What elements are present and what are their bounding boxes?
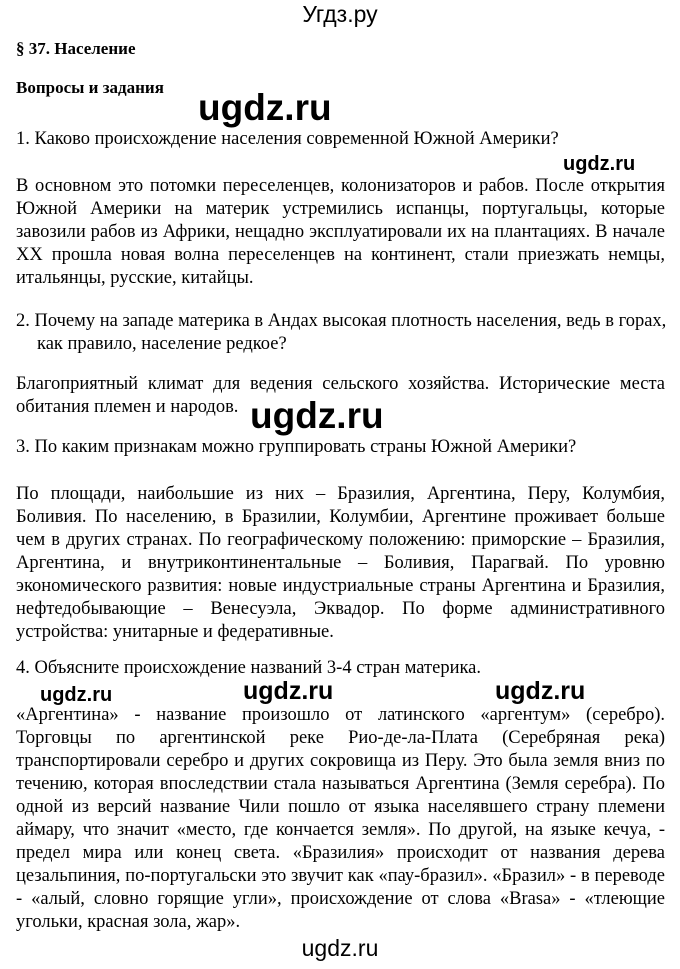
question-2: 2. Почему на западе материка в Андах высокая плотность населения, ведь в горах, как правило, население редкое? (16, 311, 667, 354)
site-footer: ugdz.ru (301, 935, 379, 961)
section-title: § 37. Население (16, 39, 136, 58)
site-header: Угдз.ру (302, 1, 378, 27)
answer-1: В основном это потомки переселенцев, колонизаторов и рабов. После открытия Южной Америки на материк устремились испанцы, португальцы, которые завозили рабов из Африки, нещадно эксплуатировали их на плантациях. В начале XX прошла новая волна переселенцев на континент, стали приезжать немцы, итальянцы, русские, китайцы. (16, 176, 665, 288)
answer-2: Благоприятный климат для ведения сельского хозяйства. Исторические места обитания племен и народов. (16, 374, 665, 417)
watermark: ugdz.ru (243, 677, 334, 705)
watermark: ugdz.ru (198, 87, 332, 128)
subheading: Вопросы и задания (16, 78, 164, 97)
question-1: 1. Каково происхождение населения современной Южной Америки? (16, 129, 559, 149)
watermark: ugdz.ru (563, 153, 636, 175)
watermark: ugdz.ru (250, 395, 384, 436)
answer-4: «Аргентина» - название произошло от латинского «аргентум» (серебро). Торговцы по аргентинской реке Рио-де-ла-Плата (Серебряная река) транспортировали серебро и других сокровища из Перу. Это была земля вниз по течению, которая впоследствии стала называться Аргентина (Земля серебра). По одной из версий название Чили пошло от языка населявшего страну племени аймару, что значит «место, где кончается земля». По другой, на языке кечуа, - предел мира или конец света. «Бразилия» происходит от названия дерева цезальпиния, по-португальски это звучит как «пау-бразил». «Бразил» - в переводе - «алый, словно горящие угли», происхождение от слова «Brasa» - «тлеющие угольки, красная зола, жар». (16, 705, 665, 932)
watermark: ugdz.ru (40, 684, 113, 706)
question-4: 4. Объясните происхождение названий 3-4 стран материка. (16, 658, 482, 678)
question-3: 3. По каким признакам можно группировать страны Южной Америки? (16, 437, 577, 457)
watermark: ugdz.ru (495, 677, 586, 705)
answer-3: По площади, наибольшие из них – Бразилия, Аргентина, Перу, Колумбия, Боливия. По населению, в Бразилии, Колумбии, Аргентине проживает больше чем в других странах. По географическому положению: приморские – Бразилия, Аргентина, и внутриконтинентальные – Боливия, Парагвай. По уровню экономического развития: новые индустриальные страны Аргентина и Бразилия, нефтедобывающие – Венесуэла, Эквадор. По форме административного устройства: унитарные и федеративные. (16, 484, 665, 642)
